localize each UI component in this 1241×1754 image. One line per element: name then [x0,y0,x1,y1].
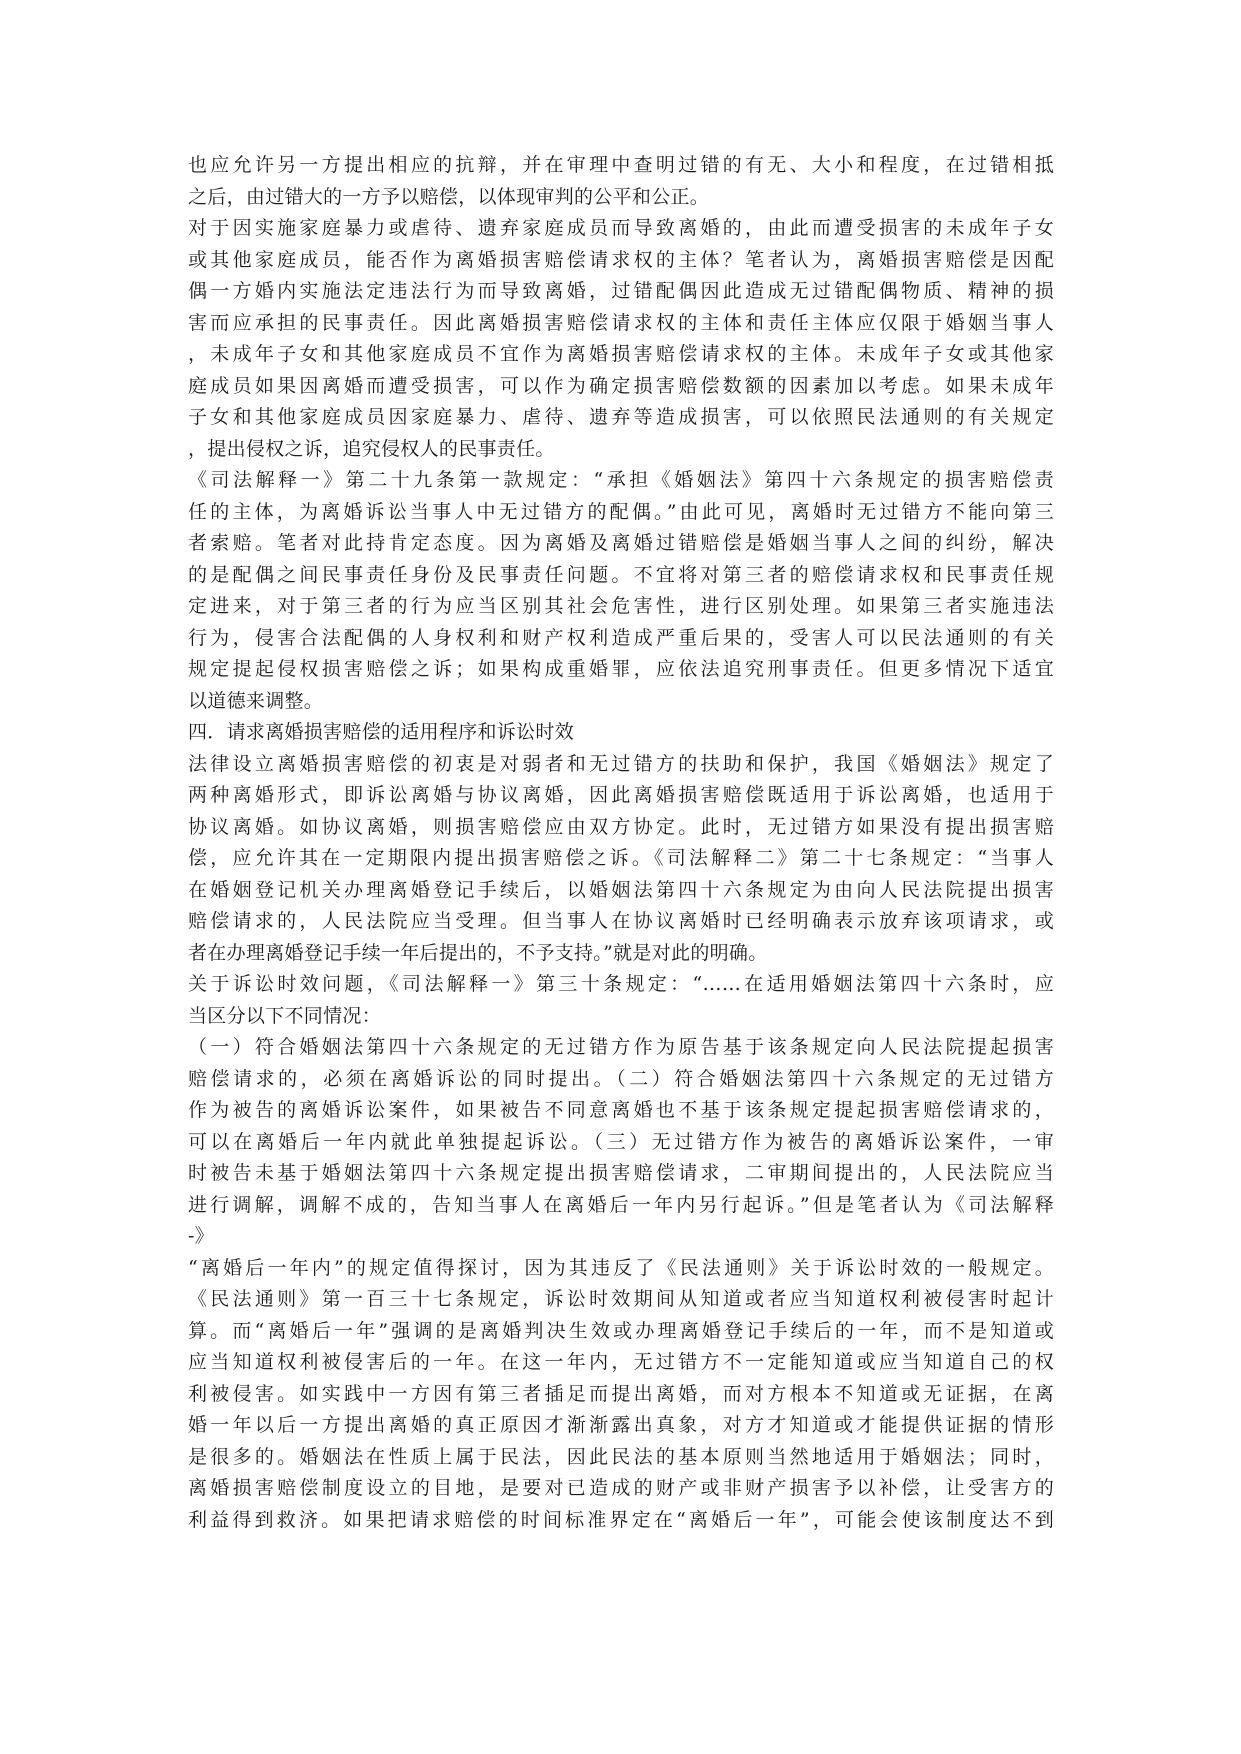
text-line: 利被侵害。如实践中一方因有第三者插足而提出离婚，而对方根本不知道或无证据，在离 [188,1382,1054,1405]
text-line: 子女和其他家庭成员因家庭暴力、虐待、遗弃等造成损害，可以依照民法通则的有关规定 [188,406,1054,428]
text-line: 《民法通则》第一百三十七条规定，诉讼时效期间从知道或者应当知道权利被侵害时起计 [188,1288,1054,1310]
text-line: 法律设立离婚损害赔偿的初衷是对弱者和无过错方的扶助和保护，我国《婚姻法》规定了 [188,752,1054,775]
text-line: “离婚后一年内”的规定值得探讨，因为其违反了《民法通则》关于诉讼时效的一般规定。 [188,1256,1054,1279]
text-line: 者在办理离婚登记手续一年后提出的，不予支持。”就是对此的明确。 [188,941,768,964]
text-line: 作为被告的离婚诉讼案件，如果被告不同意离婚也不基于该条规定提起损害赔偿请求的， [188,1099,1054,1121]
text-line: 的是配偶之间民事责任身份及民事责任问题。不宜将对第三者的赔偿请求权和民事责任规 [188,563,1054,586]
text-line: 协议离婚。如协议离婚，则损害赔偿应由双方协定。此时，无过错方如果没有提出损害赔 [188,815,1054,838]
text-line: 可以在离婚后一年内就此单独提起诉讼。（三）无过错方作为被告的离婚诉讼案件，一审 [188,1130,1054,1153]
text-line: 两种离婚形式，即诉讼离婚与协议离婚，因此离婚损害赔偿既适用于诉讼离婚，也适用于 [188,784,1054,806]
text-line: 定进来，对于第三者的行为应当区别其社会危害性，进行区别处理。如果第三者实施违法 [188,595,1054,617]
text-line: 是很多的。婚姻法在性质上属于民法，因此民法的基本原则当然地适用于婚姻法；同时， [188,1445,1054,1468]
text-line: 之后，由过错大的一方予以赔偿，以体现审判的公平和公正。 [188,185,710,208]
text-line: 利益得到救济。如果把请求赔偿的时间标准界定在“离婚后一年”，可能会使该制度达不到 [188,1508,1054,1531]
text-line: 在婚姻登记机关办理离婚登记手续后，以婚姻法第四十六条规定为由向人民法院提出损害 [188,878,1054,901]
text-line: 规定提起侵权损害赔偿之诉；如果构成重婚罪，应依法追究刑事责任。但更多情况下适宜 [188,658,1054,680]
text-line: 或其他家庭成员，能否作为离婚损害赔偿请求权的主体？笔者认为，离婚损害赔偿是因配 [188,248,1054,271]
text-line: 四．请求离婚损害赔偿的适用程序和诉讼时效 [188,721,575,743]
document-body [188,150,1054,1536]
text-line: 婚一年以后一方提出离婚的真正原因才渐渐露出真象，对方才知道或才能提供证据的情形 [188,1414,1054,1436]
text-line: 算。而“离婚后一年”强调的是离婚判决生效或办理离婚登记手续后的一年，而不是知道或 [188,1319,1054,1342]
text-line: 害而应承担的民事责任。因此离婚损害赔偿请求权的主体和责任主体应仅限于婚姻当事人 [188,311,1054,334]
text-line: 时被告未基于婚姻法第四十六条规定提出损害赔偿请求，二审期间提出的，人民法院应当 [188,1162,1054,1184]
text-line: 当区分以下不同情况： [188,1004,382,1027]
text-line: ，未成年子女和其他家庭成员不宜作为离婚损害赔偿请求权的主体。未成年子女或其他家 [188,343,1054,365]
text-line: 以道德来调整。 [188,689,324,712]
text-line: 离婚损害赔偿制度设立的目地，是要对已造成的财产或非财产损害予以补偿，让受害方的 [188,1477,1054,1499]
text-line: 赔偿请求的，必须在离婚诉讼的同时提出。（二）符合婚姻法第四十六条规定的无过错方 [188,1067,1054,1090]
text-line: 者索赔。笔者对此持肯定态度。因为离婚及离婚过错赔偿是婚姻当事人之间的纠纷，解决 [188,532,1054,554]
text-line: ，提出侵权之诉，追究侵权人的民事责任。 [188,437,555,460]
text-line: 《司法解释一》第二十九条第一款规定：“承担《婚姻法》第四十六条规定的损害赔偿责 [188,469,1054,491]
text-line: 也应允许另一方提出相应的抗辩，并在审理中查明过错的有无、大小和程度，在过错相抵 [188,154,1054,176]
text-line: 赔偿请求的，人民法院应当受理。但当事人在协议离婚时已经明确表示放弃该项请求，或 [188,910,1054,932]
text-line: 对于因实施家庭暴力或虐待、遗弃家庭成员而导致离婚的，由此而遭受损害的未成年子女 [188,217,1054,239]
text-line: 偶一方婚内实施法定违法行为而导致离婚，过错配偶因此造成无过错配偶物质、精神的损 [188,280,1054,302]
text-line: 偿，应允许其在一定期限内提出损害赔偿之诉。《司法解释二》第二十七条规定：“当事人 [188,847,1054,869]
text-line: 进行调解，调解不成的，告知当事人在离婚后一年内另行起诉。”但是笔者认为《司法解释 [188,1193,1054,1216]
text-line: （一）符合婚姻法第四十六条规定的无过错方作为原告基于该条规定向人民法院提起损害 [188,1036,1054,1058]
text-line: -》 [188,1225,215,1247]
text-line: 任的主体，为离婚诉讼当事人中无过错方的配偶。”由此可见，离婚时无过错方不能向第三 [188,500,1054,523]
text-line: 庭成员如果因离婚而遭受损害，可以作为确定损害赔偿数额的因素加以考虑。如果未成年 [188,374,1054,397]
text-line: 应当知道权利被侵害后的一年。在这一年内，无过错方不一定能知道或应当知道自己的权 [188,1351,1054,1373]
text-line: 行为，侵害合法配偶的人身权利和财产权利造成严重后果的，受害人可以民法通则的有关 [188,626,1054,649]
text-line: 关于诉讼时效问题，《司法解释一》第三十条规定：“……在适用婚姻法第四十六条时，应 [188,973,1054,995]
